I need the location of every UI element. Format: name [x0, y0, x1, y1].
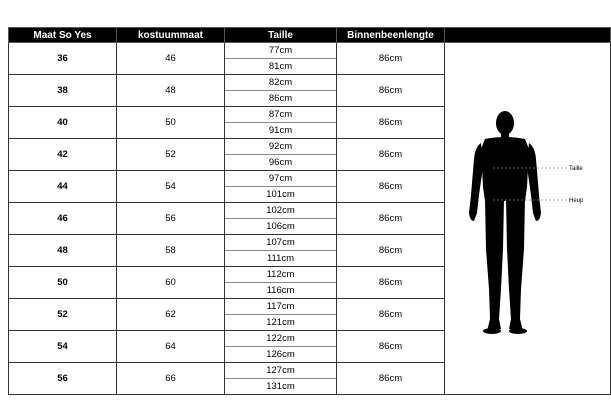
cell-taille	[225, 331, 337, 363]
cell-kostuummaat: 56	[117, 203, 225, 235]
cell-taille	[225, 299, 337, 331]
cell-maat: 46	[9, 203, 117, 235]
taille-min: 112cm	[225, 267, 336, 283]
taille-max: 131cm	[266, 381, 295, 392]
header-maat: Maat So Yes	[9, 28, 117, 43]
cell-binnenbeenlengte: 86cm	[337, 75, 445, 107]
cell-taille	[225, 75, 337, 107]
taille-max: 106cm	[266, 221, 295, 232]
cell-binnenbeenlengte: 86cm	[337, 139, 445, 171]
cell-maat: 50	[9, 267, 117, 299]
waist-label: Taille	[569, 166, 583, 172]
header-row	[9, 28, 611, 43]
cell-kostuummaat: 54	[117, 171, 225, 203]
taille-max: 111cm	[266, 253, 295, 264]
size-chart	[8, 27, 610, 397]
cell-kostuummaat: 66	[117, 363, 225, 395]
cell-kostuummaat: 48	[117, 75, 225, 107]
taille-min: 107cm	[225, 235, 336, 251]
cell-binnenbeenlengte: 86cm	[337, 299, 445, 331]
cell-maat: 42	[9, 139, 117, 171]
cell-maat: 40	[9, 107, 117, 139]
taille-max: 121cm	[266, 317, 295, 328]
taille-min: 87cm	[225, 107, 336, 123]
header-taille: Taille	[225, 28, 337, 43]
hip-label: Heup	[569, 198, 584, 204]
cell-binnenbeenlengte: 86cm	[337, 43, 445, 75]
cell-taille	[225, 363, 337, 395]
taille-min: 102cm	[225, 203, 336, 219]
cell-kostuummaat: 62	[117, 299, 225, 331]
taille-min: 117cm	[225, 299, 336, 315]
cell-taille	[225, 235, 337, 267]
cell-taille	[225, 107, 337, 139]
table-row	[9, 43, 611, 75]
cell-maat: 54	[9, 331, 117, 363]
taille-max: 96cm	[268, 157, 293, 168]
taille-max: 86cm	[268, 93, 293, 104]
taille-max: 126cm	[266, 349, 295, 360]
taille-min: 127cm	[225, 363, 336, 379]
taille-max: 81cm	[268, 61, 293, 72]
cell-binnenbeenlengte: 86cm	[337, 331, 445, 363]
cell-taille	[225, 267, 337, 299]
cell-binnenbeenlengte: 86cm	[337, 171, 445, 203]
taille-min: 122cm	[225, 331, 336, 347]
taille-min: 82cm	[225, 75, 336, 91]
taille-max: 91cm	[268, 125, 293, 136]
taille-min: 77cm	[225, 43, 336, 59]
body-silhouette-icon	[463, 109, 603, 339]
taille-min: 92cm	[225, 139, 336, 155]
cell-taille	[225, 203, 337, 235]
cell-binnenbeenlengte: 86cm	[337, 203, 445, 235]
cell-binnenbeenlengte: 86cm	[337, 267, 445, 299]
cell-binnenbeenlengte: 86cm	[337, 363, 445, 395]
cell-maat: 44	[9, 171, 117, 203]
cell-maat: 48	[9, 235, 117, 267]
cell-taille	[225, 171, 337, 203]
header-binnenbeenlengte: Binnenbeenlengte	[337, 28, 445, 43]
header-kostuummaat: kostuummaat	[117, 28, 225, 43]
header-figure	[445, 28, 611, 43]
cell-binnenbeenlengte: 86cm	[337, 107, 445, 139]
cell-maat: 52	[9, 299, 117, 331]
cell-maat: 36	[9, 43, 117, 75]
cell-kostuummaat: 64	[117, 331, 225, 363]
taille-max: 116cm	[266, 285, 295, 296]
cell-kostuummaat: 58	[117, 235, 225, 267]
cell-maat: 56	[9, 363, 117, 395]
cell-maat: 38	[9, 75, 117, 107]
cell-kostuummaat: 50	[117, 107, 225, 139]
cell-binnenbeenlengte: 86cm	[337, 235, 445, 267]
cell-taille	[225, 139, 337, 171]
taille-min: 97cm	[225, 171, 336, 187]
cell-kostuummaat: 46	[117, 43, 225, 75]
cell-kostuummaat: 60	[117, 267, 225, 299]
cell-taille	[225, 43, 337, 75]
taille-max: 101cm	[266, 189, 295, 200]
cell-kostuummaat: 52	[117, 139, 225, 171]
